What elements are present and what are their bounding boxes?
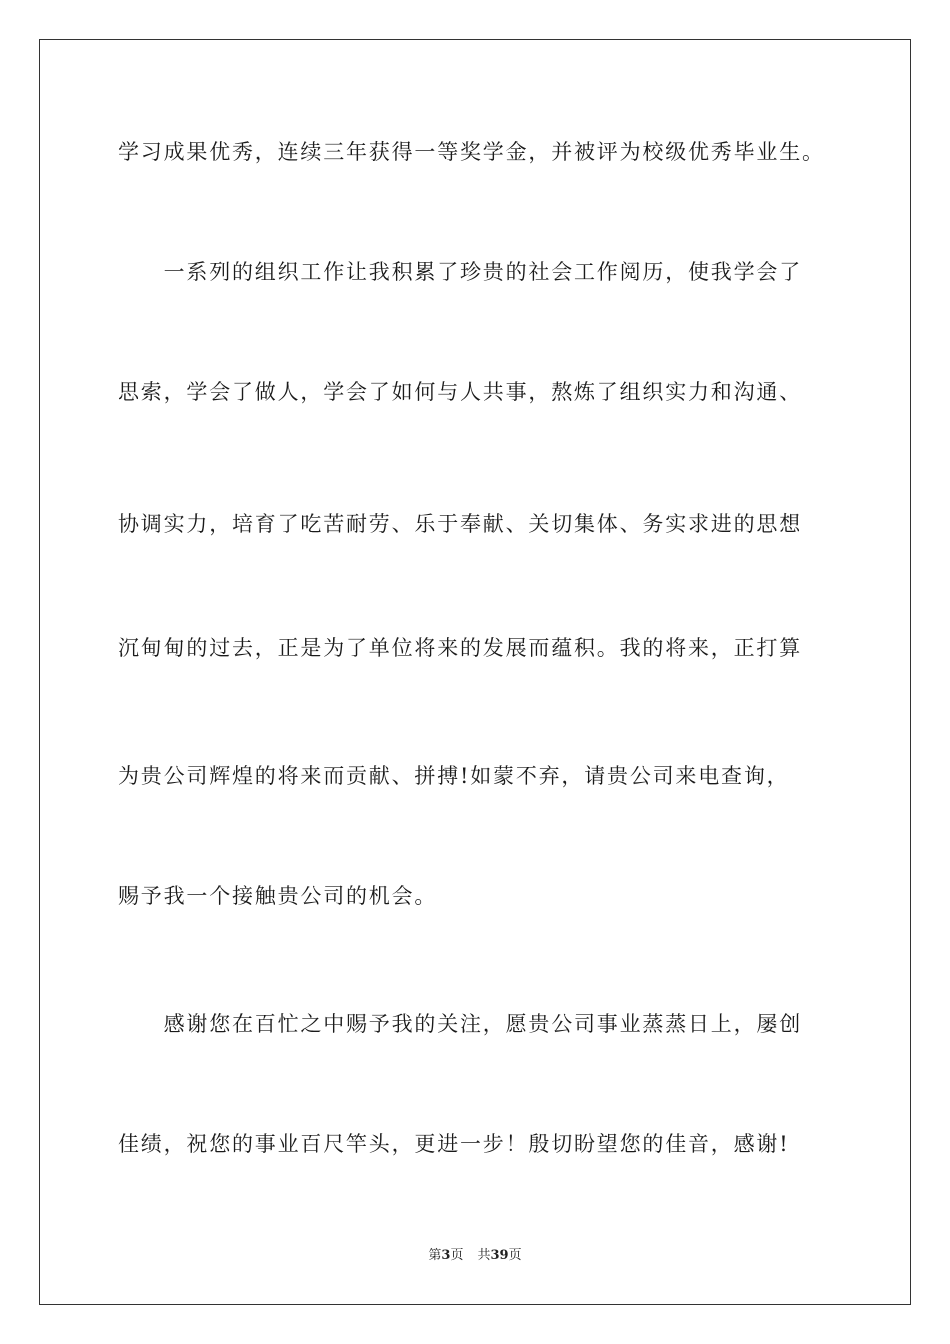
page-number: 3 (441, 1248, 451, 1263)
text-line-6: 为贵公司辉煌的将来而贡献、拼搏!如蒙不弃，请贵公司来电查询， (118, 764, 790, 788)
text-line-4: 协调实力，培育了吃苦耐劳、乐于奉献、关切集体、务实求进的思想 (118, 512, 802, 536)
text-line-3: 思索，学会了做人，学会了如何与人共事，熬炼了组织实力和沟通、 (118, 380, 802, 404)
text-line-8: 感谢您在百忙之中赐予我的关注，愿贵公司事业蒸蒸日上，屡创 (118, 1012, 802, 1036)
text-line-5: 沉甸甸的过去，正是为了单位将来的发展而蕴积。我的将来，正打算 (118, 636, 802, 660)
page-suffix: 页 (450, 1248, 464, 1263)
page-border (39, 39, 911, 1305)
text-line-7: 赐予我一个接触贵公司的机会。 (118, 884, 438, 908)
total-suffix: 页 (508, 1248, 522, 1263)
page-footer (0, 1247, 950, 1265)
total-pages: 39 (490, 1248, 509, 1263)
total-prefix: 共 (477, 1248, 491, 1263)
text-line-1: 学习成果优秀，连续三年获得一等奖学金，并被评为校级优秀毕业生。 (118, 140, 825, 164)
page-prefix: 第 (428, 1248, 442, 1263)
text-line-9: 佳绩，祝您的事业百尺竿头，更进一步！殷切盼望您的佳音，感谢! (118, 1132, 790, 1156)
text-line-2: 一系列的组织工作让我积累了珍贵的社会工作阅历，使我学会了 (118, 260, 802, 284)
